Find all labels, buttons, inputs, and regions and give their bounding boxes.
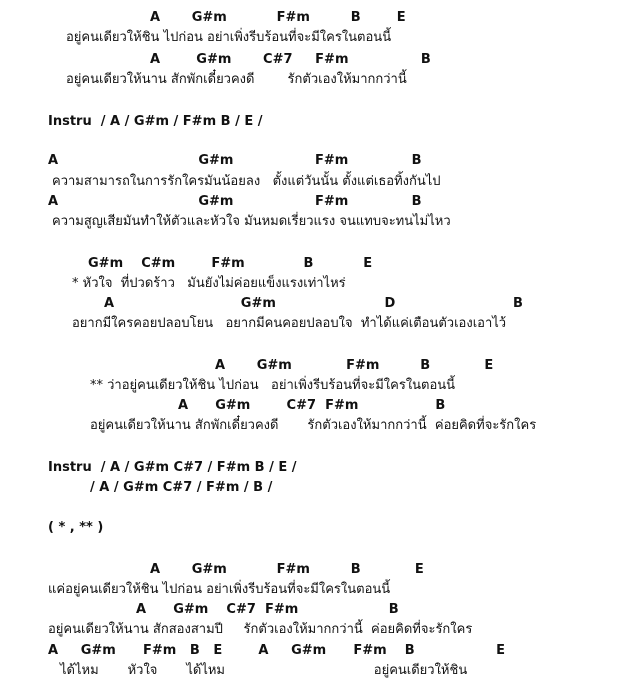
repeat-marker: ( * , ** ) (48, 520, 104, 535)
lyric-line: ** ว่าอยู่คนเดียวให้ชิน ไปก่อน อย่าเพิ่งรีบร้อนที่จะมีใครในตอนนี้ (90, 378, 456, 393)
chord-line: A G#m C#7 F#m B (178, 398, 446, 413)
lyric-line: แค่อยู่คนเดียวให้ชิน ไปก่อน อย่าเพิ่งรีบร้อนที่จะมีใครในตอนนี้ (48, 582, 391, 597)
chord-line: A G#m F#m B (48, 194, 422, 209)
lyric-line: * หัวใจ ที่ปวดร้าว มันยังไม่ค่อยแข็งแรงเท่าไหร่ (72, 276, 346, 291)
lyric-line: อยู่คนเดียวให้นาน สักสองสามปี รักตัวเองให้มากกว่านี้ ค่อยคิดที่จะรักใคร (48, 622, 473, 637)
lyric-line: อยู่คนเดียวให้ชิน ไปก่อน อย่าเพิ่งรีบร้อนที่จะมีใครในตอนนี้ (66, 30, 392, 45)
lyric-line: อยู่คนเดียวให้นาน สักพักเดี๋ยวคงดี รักตัวเองให้มากกว่านี้ ค่อยคิดที่จะรักใคร (90, 418, 537, 433)
instrumental-line: Instru / A / G#m / F#m B / E / (48, 114, 263, 129)
chord-line: A G#m F#m B (48, 153, 422, 168)
instrumental-line: / A / G#m C#7 / F#m / B / (90, 480, 273, 495)
chord-line: A G#m C#7 F#m B (150, 52, 431, 67)
chord-line: A G#m C#7 F#m B (136, 602, 399, 617)
lyric-line: ได้ไหม หัวใจ ได้ไหม อยู่คนเดียวให้ชิน (60, 663, 468, 678)
lyric-line: อยู่คนเดียวให้นาน สักพักเดี๋ยวคงดี รักตัวเองให้มากกว่านี้ (66, 72, 407, 87)
lyric-line: อยากมีใครคอยปลอบโยน อยากมีคนคอยปลอบใจ ทำได้แค่เตือนตัวเองเอาไว้ (72, 316, 507, 331)
lyric-line: ความสามารถในการรักใครมันน้อยลง ตั้งแต่วันนั้น ตั้งแต่เธอทิ้งกันไป (52, 174, 441, 189)
chord-line: A G#m F#m B E (150, 562, 424, 577)
chord-line: A G#m D B (104, 296, 523, 311)
chord-line: A G#m F#m B E A G#m F#m B E (48, 643, 506, 658)
chord-line: A G#m F#m B E (215, 358, 494, 373)
chord-line: G#m C#m F#m B E (88, 256, 373, 271)
chord-line: A G#m F#m B E (150, 10, 406, 25)
lyric-line: ความสูญเสียมันทำให้ตัวและหัวใจ มันหมดเรี่ยวแรง จนแทบจะทนไม่ไหว (52, 214, 451, 229)
instrumental-line: Instru / A / G#m C#7 / F#m B / E / (48, 460, 297, 475)
